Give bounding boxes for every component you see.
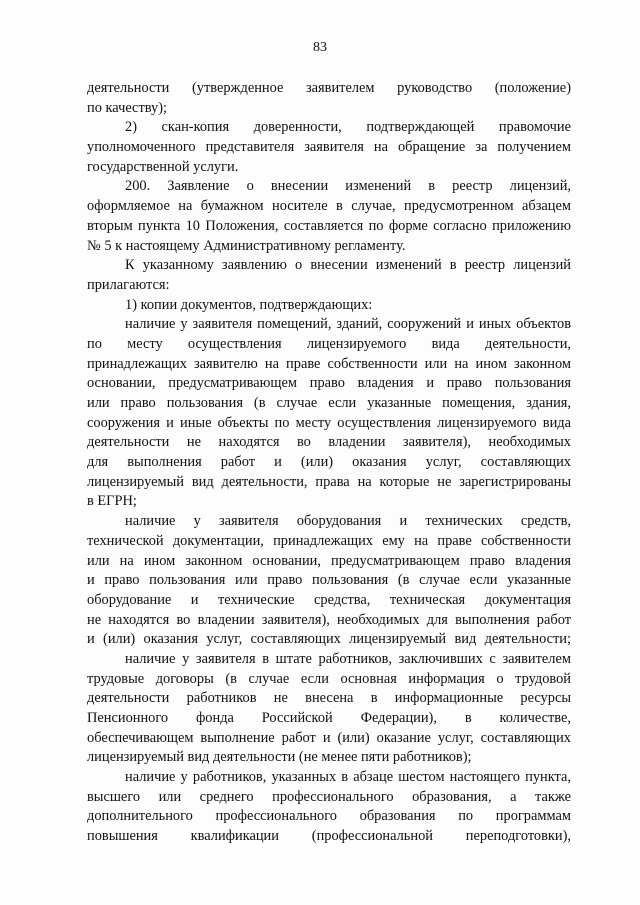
page-number: 83 [313,40,327,55]
text-line: наличие у заявителя помещений, зданий, сооружений и иных объектов [125,316,571,333]
text-line: технической документации, принадлежащих ему на праве собственности [87,532,571,549]
text-line: наличие у заявителя в штате работников, заключивших с заявителем [125,650,571,667]
text-line: основании, предусматривающем право владения и право пользования [87,375,571,392]
text-line: в ЕГРН; [87,493,137,510]
text-line: Пенсионного фонда Российской Федерации), в количестве, [87,710,571,726]
text-line: К указанному заявлению о внесении изменений в реестр лицензий [125,257,571,274]
text-line: вторым пункта 10 Положения, составляется по форме согласно приложению [87,217,571,234]
text-line: и (или) оказания услуг, составляющих лицензируемый вид деятельности; [87,631,571,648]
text-line: для выполнения работ и (или) оказания услуг, составляющих [87,454,571,471]
text-line: 2) скан-копия доверенности, подтверждающей правомочие [125,119,571,136]
text-line: наличие у заявителя оборудования и технических средств, [125,513,571,530]
text-line: лицензируемый вид деятельности (не менее пяти работников); [87,749,472,766]
text-line: прилагаются: [87,276,170,293]
text-line: или на ином законном основании, предусматривающем право владения [87,552,571,569]
text-line: наличие у работников, указанных в абзаце шестом настоящего пункта, [125,769,571,786]
text-line: государственной услуги. [87,158,239,175]
text-line: обеспечивающем выполнение работ и (или) оказание услуг, составляющих [87,729,571,746]
text-line: сооружения и иные объекты по месту осуществления лицензируемого вида [87,414,571,431]
text-line: деятельности не находятся во владении заявителя), необходимых [87,434,571,451]
text-line: высшего или среднего профессионального образования, а также [87,788,571,805]
text-line: дополнительного профессионального образования по программам [87,808,571,825]
text-line: лицензируемый вид деятельности, права на которые не зарегистрированы [87,473,571,490]
text-line: 1) копии документов, подтверждающих: [125,296,373,313]
text-line: 200. Заявление о внесении изменений в реестр лицензий, [125,178,571,195]
text-line: по качеству); [87,99,168,116]
text-line: не находятся во владении заявителя), необходимых для выполнения работ [87,611,571,628]
text-line: и право пользования или право пользования (в случае если указанные [87,572,571,589]
text-line: деятельности (утвержденное заявителем руководство (положение) [87,80,571,96]
text-line: уполномоченного представителя заявителя на обращение за получением [87,139,571,156]
text-line: № 5 к настоящему Административному регламенту. [87,237,406,254]
text-line: по месту осуществления лицензируемого вида деятельности, [87,335,571,352]
text-line: деятельности работников не внесена в информационные ресурсы [87,690,571,707]
text-line: трудовые договоры (в случае если основная информация о трудовой [87,670,571,687]
text-line: оформляемое на бумажном носителе в случае, предусмотренном абзацем [87,198,571,215]
text-line: принадлежащих заявителю на праве собственности или на ином законном [87,355,571,372]
text-line: повышения квалификации (профессиональной переподготовки), [87,828,571,845]
document-body [87,79,571,847]
text-line: оборудование и технические средства, техническая документация [87,591,571,608]
text-line: или право пользования (в случае если указанные помещения, здания, [87,395,571,411]
